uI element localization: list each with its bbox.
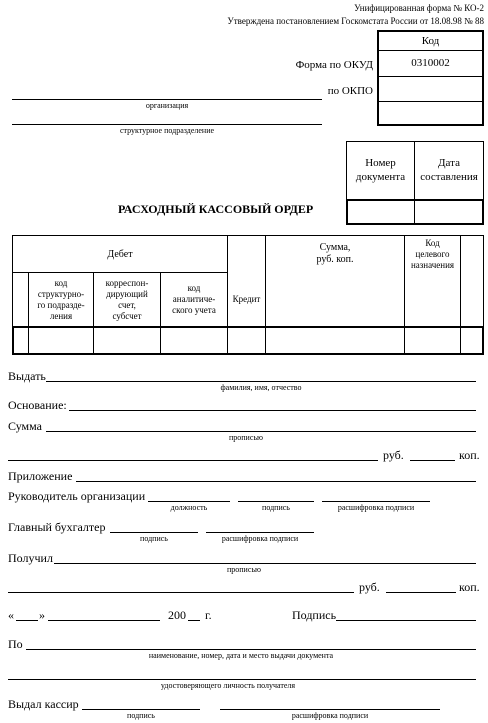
received-line-2[interactable] — [8, 592, 354, 593]
receiver-signature-line[interactable] — [336, 620, 476, 621]
cashier-decoding-line[interactable] — [220, 709, 440, 710]
doc-date-field[interactable] — [416, 201, 482, 223]
doc-date-label: Дата составления — [420, 157, 478, 183]
basis-line[interactable] — [69, 410, 476, 411]
okud-value: 0310002 — [411, 57, 450, 69]
organization-caption: организация — [145, 101, 189, 110]
received-caption: прописью — [226, 565, 262, 574]
document-line[interactable] — [26, 649, 476, 650]
date-quote-close: » — [39, 608, 45, 622]
head-label: Руководитель организации — [8, 489, 146, 503]
attachment-label: Приложение — [8, 469, 73, 483]
head-position-caption: должность — [170, 503, 208, 512]
chief-decoding-caption: расшифровка подписи — [221, 534, 299, 543]
head-signature-caption: подпись — [262, 503, 290, 512]
code-header: Код — [421, 35, 440, 47]
organization-line[interactable] — [12, 99, 322, 100]
cashier-signature-caption: подпись — [127, 711, 155, 720]
head-decoding-line[interactable] — [322, 501, 430, 502]
doc-number-label: Номер документа — [355, 157, 406, 183]
attachment-line[interactable] — [76, 481, 476, 482]
subdivision-caption: структурное подразделение — [119, 126, 215, 135]
document-caption: наименование, номер, дата и место выдачи документа — [148, 651, 334, 660]
received-rub-label: руб. — [359, 580, 380, 594]
by-label: По — [8, 637, 23, 651]
date-day-line[interactable] — [16, 620, 38, 621]
head-position-line[interactable] — [148, 501, 230, 502]
cashier-label: Выдал кассир — [8, 697, 79, 711]
cashier-signature-line[interactable] — [82, 709, 200, 710]
head-decoding-caption: расшифровка подписи — [337, 503, 415, 512]
received-line[interactable] — [54, 563, 476, 564]
issue-caption: фамилия, имя, отчество — [220, 383, 302, 392]
sum-line-2[interactable] — [8, 460, 378, 461]
sum-kop-line[interactable] — [410, 460, 455, 461]
date-month-line[interactable] — [48, 620, 160, 621]
sum-line[interactable] — [46, 431, 476, 432]
sum-caption: прописью — [228, 433, 264, 442]
approval-note: Утверждена постановлением Госкомстата России от 18.08.98 № 88 — [227, 16, 484, 26]
sum-rub-label: руб. — [383, 448, 404, 462]
chief-accountant-label: Главный бухгалтер — [8, 520, 106, 534]
received-kop-label: коп. — [459, 580, 480, 594]
subdivision-code-header: код структурно- го подразде- ления — [37, 277, 85, 321]
signature-label: Подпись — [292, 608, 337, 622]
credit-header: Кредит — [232, 294, 261, 304]
chief-signature-line[interactable] — [110, 532, 198, 533]
document-title: РАСХОДНЫЙ КАССОВЫЙ ОРДЕР — [118, 202, 314, 216]
received-label: Получил — [8, 551, 53, 565]
okpo-label: по ОКПО — [327, 85, 373, 97]
year-suffix-line[interactable] — [188, 620, 200, 621]
amount-header: Сумма, руб. коп. — [316, 242, 354, 265]
head-signature-line[interactable] — [238, 501, 314, 502]
debit-header: Дебет — [107, 248, 133, 260]
basis-label: Основание: — [8, 398, 67, 412]
year-suffix: г. — [205, 608, 212, 622]
issue-label: Выдать — [8, 369, 46, 383]
cashier-decoding-caption: расшифровка подписи — [291, 711, 369, 720]
identity-line[interactable] — [8, 679, 476, 680]
corr-account-header: корреспон- дирующий счет, субсчет — [105, 277, 149, 321]
analytic-code-header: код аналитиче- ского учета — [172, 283, 216, 315]
doc-number-field[interactable] — [348, 201, 414, 223]
sum-label: Сумма — [8, 419, 42, 433]
purpose-code-header: Код целевого назначения — [410, 237, 455, 270]
subdivision-line[interactable] — [12, 124, 322, 125]
issue-line[interactable] — [46, 381, 476, 382]
form-name: Унифицированная форма № КО-2 — [354, 3, 484, 13]
chief-signature-caption: подпись — [140, 534, 168, 543]
date-quote-open: « — [8, 608, 14, 622]
chief-decoding-line[interactable] — [206, 532, 314, 533]
identity-caption: удостоверяющего личность получателя — [160, 681, 296, 690]
table-data-row[interactable] — [12, 326, 484, 355]
sum-kop-label: коп. — [459, 448, 480, 462]
year-prefix: 200 — [168, 608, 186, 622]
okud-label: Форма по ОКУД — [295, 59, 373, 71]
received-kop-line[interactable] — [386, 592, 456, 593]
